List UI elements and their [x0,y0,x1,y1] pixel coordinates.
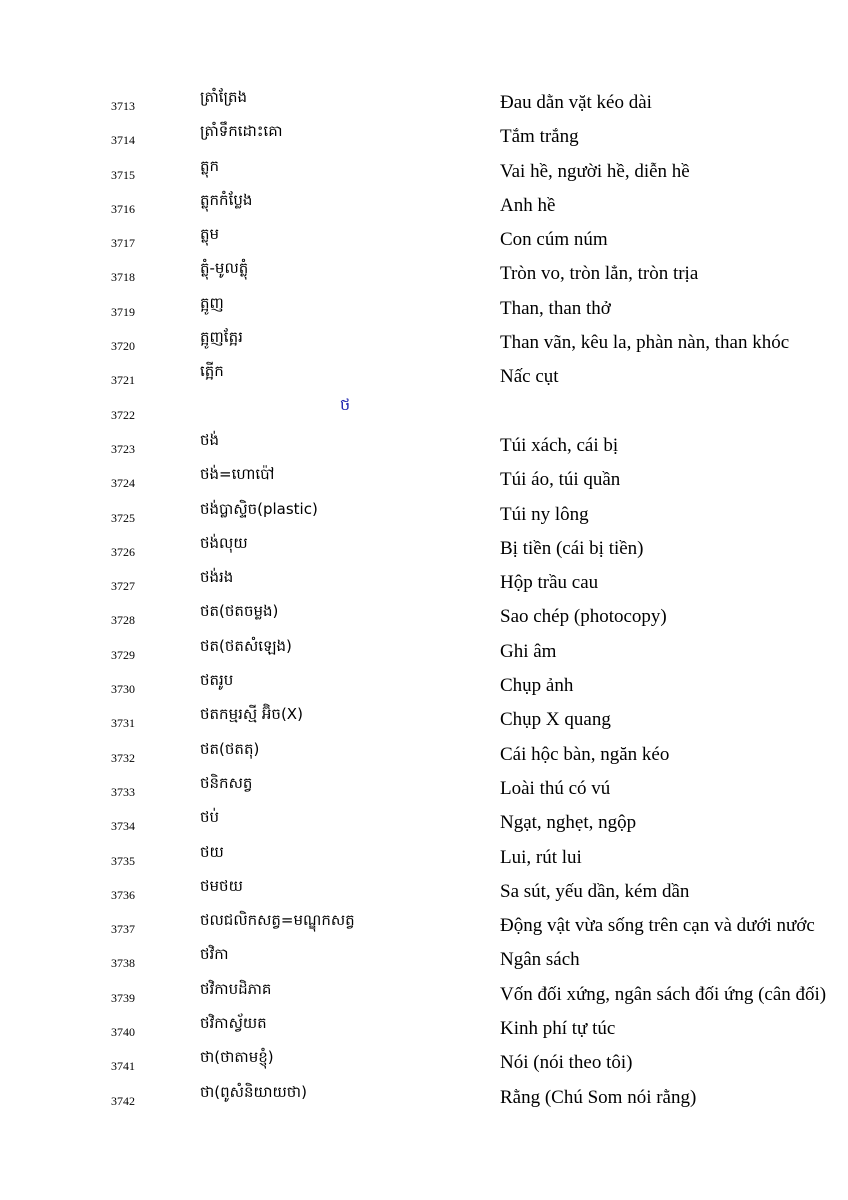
entry-number: 3718 [111,270,135,285]
entry-number: 3726 [111,544,135,559]
entry-number: 3741 [111,1059,135,1074]
khmer-term: ត្រាំទឹកដោះគោ [200,122,283,141]
khmer-term: ថប់ [200,808,220,827]
khmer-term: ថង់រង [200,568,234,587]
khmer-term: ថត(ថតចម្លង) [200,602,279,621]
khmer-term: ថង់ [200,430,220,449]
vietnamese-meaning: Chụp X quang [500,709,611,731]
vietnamese-meaning: Cái hộc bàn, ngăn kéo [500,743,670,765]
entry-number: 3728 [111,613,135,628]
entry-number: 3735 [111,853,135,868]
entry-row [0,567,848,601]
khmer-term: ត្អូញ [200,293,224,312]
entry-number: 3727 [111,579,135,594]
entry-row [0,258,848,292]
entry-number: 3736 [111,887,135,902]
khmer-term: ថមថយ [200,876,243,895]
entry-row [0,293,848,327]
khmer-term: ថតកម្មរស្មី អ៊ិច(X) [200,705,303,724]
khmer-term: ថង់លុយ [200,533,248,552]
entry-number: 3722 [111,407,135,422]
entry-number: 3713 [111,99,135,113]
vietnamese-meaning: Đau dằn vặt kéo dài [500,92,652,113]
vietnamese-meaning: Chụp ảnh [500,675,574,697]
vietnamese-meaning: Loài thú có vú [500,777,611,799]
entry-number: 3737 [111,922,135,937]
khmer-term: ថា(ថាតាមខ្ញុំ) [200,1048,274,1067]
khmer-term: ត្អូញត្អែរ [200,328,243,347]
entry-row [0,87,848,121]
vietnamese-meaning: Nấc cụt [500,366,559,388]
vietnamese-meaning: Kinh phí tự túc [500,1018,616,1040]
vietnamese-meaning: Than, than thở [500,297,611,319]
vietnamese-meaning: Động vật vừa sống trên cạn và dưới nước [500,915,815,937]
entry-row [0,327,848,361]
entry-number: 3731 [111,716,135,731]
entry-row [0,636,848,670]
khmer-term: ថលជលិកសត្វ=មណ្ឌុកសត្វ [200,911,355,930]
vietnamese-meaning: Tắm trắng [500,126,579,148]
entry-number: 3734 [111,819,135,834]
entry-row [0,979,848,1013]
entry-number: 3714 [111,133,135,148]
entry-number: 3733 [111,784,135,799]
entry-row [0,190,848,224]
entry-row [0,430,848,464]
entry-number: 3729 [111,647,135,662]
khmer-term: ថវិកា [200,945,229,964]
vietnamese-meaning: Rằng (Chú Som nói rằng) [500,1086,697,1108]
khmer-term: ត្លុម [200,225,220,244]
vietnamese-meaning: Anh hề [500,194,556,216]
vietnamese-meaning: Con cúm núm [500,229,608,251]
vietnamese-meaning: Tròn vo, tròn lẳn, tròn trịa [500,263,699,285]
entry-number: 3740 [111,1025,135,1040]
entry-row [0,224,848,258]
entry-number: 3739 [111,990,135,1005]
entry-number: 3730 [111,682,135,697]
dictionary-page [0,87,848,1116]
entry-number: 3732 [111,750,135,765]
entry-row [0,1082,848,1116]
entry-number: 3742 [111,1093,135,1108]
vietnamese-meaning: Nói (nói theo tôi) [500,1052,633,1074]
entry-row [0,670,848,704]
entry-row [0,121,848,155]
entry-number: 3719 [111,304,135,319]
entry-number: 3715 [111,167,135,182]
entry-row [0,773,848,807]
khmer-term: ត្លុក [200,156,220,175]
vietnamese-meaning: Ngạt, nghẹt, ngộp [500,812,637,834]
vietnamese-meaning: Vai hề, người hề, diễn hề [500,160,690,182]
vietnamese-meaning: Bị tiền (cái bị tiền) [500,537,644,559]
khmer-term: ថង់ប្លាស្ទិច(plastic) [200,499,318,518]
entry-row [0,533,848,567]
vietnamese-meaning: Hộp trầu cau [500,572,599,594]
khmer-term: ថត(ថតតុ) [200,739,260,758]
khmer-term: ថា(ពូសំនិយាយថា) [200,1082,307,1101]
khmer-term: ត្រាំត្រែង [200,88,248,106]
entry-row [0,361,848,395]
vietnamese-meaning: Túi xách, cái bị [500,434,619,456]
entry-number: 3738 [111,956,135,971]
entry-row [0,156,848,190]
vietnamese-meaning: Túi áo, túi quần [500,469,621,491]
entry-row [0,944,848,978]
entry-row [0,601,848,635]
entry-row [0,842,848,876]
khmer-term: ត្លុកកំប្លែង [200,190,253,209]
entry-row [0,739,848,773]
khmer-term: ថយ [200,842,224,861]
entry-row [0,464,848,498]
khmer-term: ថតរូប [200,671,234,690]
entry-row [0,499,848,533]
entry-number: 3716 [111,201,135,216]
khmer-term: ថង់=ហោប៉ៅ [200,465,275,484]
vietnamese-meaning: Vốn đối xứng, ngân sách đối ứng (cân đối) [500,983,827,1005]
vietnamese-meaning: Than vãn, kêu la, phàn nàn, than khóc [500,332,790,354]
section-letter-row [0,396,848,430]
entry-row [0,1013,848,1047]
khmer-term: ថនិកសត្វ [200,773,253,792]
vietnamese-meaning: Lui, rút lui [500,846,582,868]
khmer-term: ថវិកាស្វ័យត [200,1014,267,1033]
entry-row [0,807,848,841]
entry-row [0,1047,848,1081]
vietnamese-meaning: Sao chép (photocopy) [500,606,667,628]
entry-row [0,704,848,738]
vietnamese-meaning: Ngân sách [500,949,580,971]
section-letter: ថ [340,394,351,414]
entry-number: 3721 [111,373,135,388]
entry-row [0,910,848,944]
khmer-term: ត្លុំ-មូលត្លុំ [200,259,249,278]
khmer-term: ត្អើក [200,362,224,381]
vietnamese-meaning: Túi ny lông [500,503,589,525]
entry-number: 3720 [111,339,135,354]
khmer-term: ថវិកាបដិភាគ [200,979,272,998]
entry-row [0,876,848,910]
vietnamese-meaning: Sa sút, yếu dần, kém dần [500,880,690,902]
entry-number: 3723 [111,441,135,456]
khmer-term: ថត(ថតសំឡេង) [200,636,292,655]
entry-number: 3717 [111,236,135,251]
entry-number: 3724 [111,476,135,491]
vietnamese-meaning: Ghi âm [500,640,557,662]
entry-number: 3725 [111,510,135,525]
